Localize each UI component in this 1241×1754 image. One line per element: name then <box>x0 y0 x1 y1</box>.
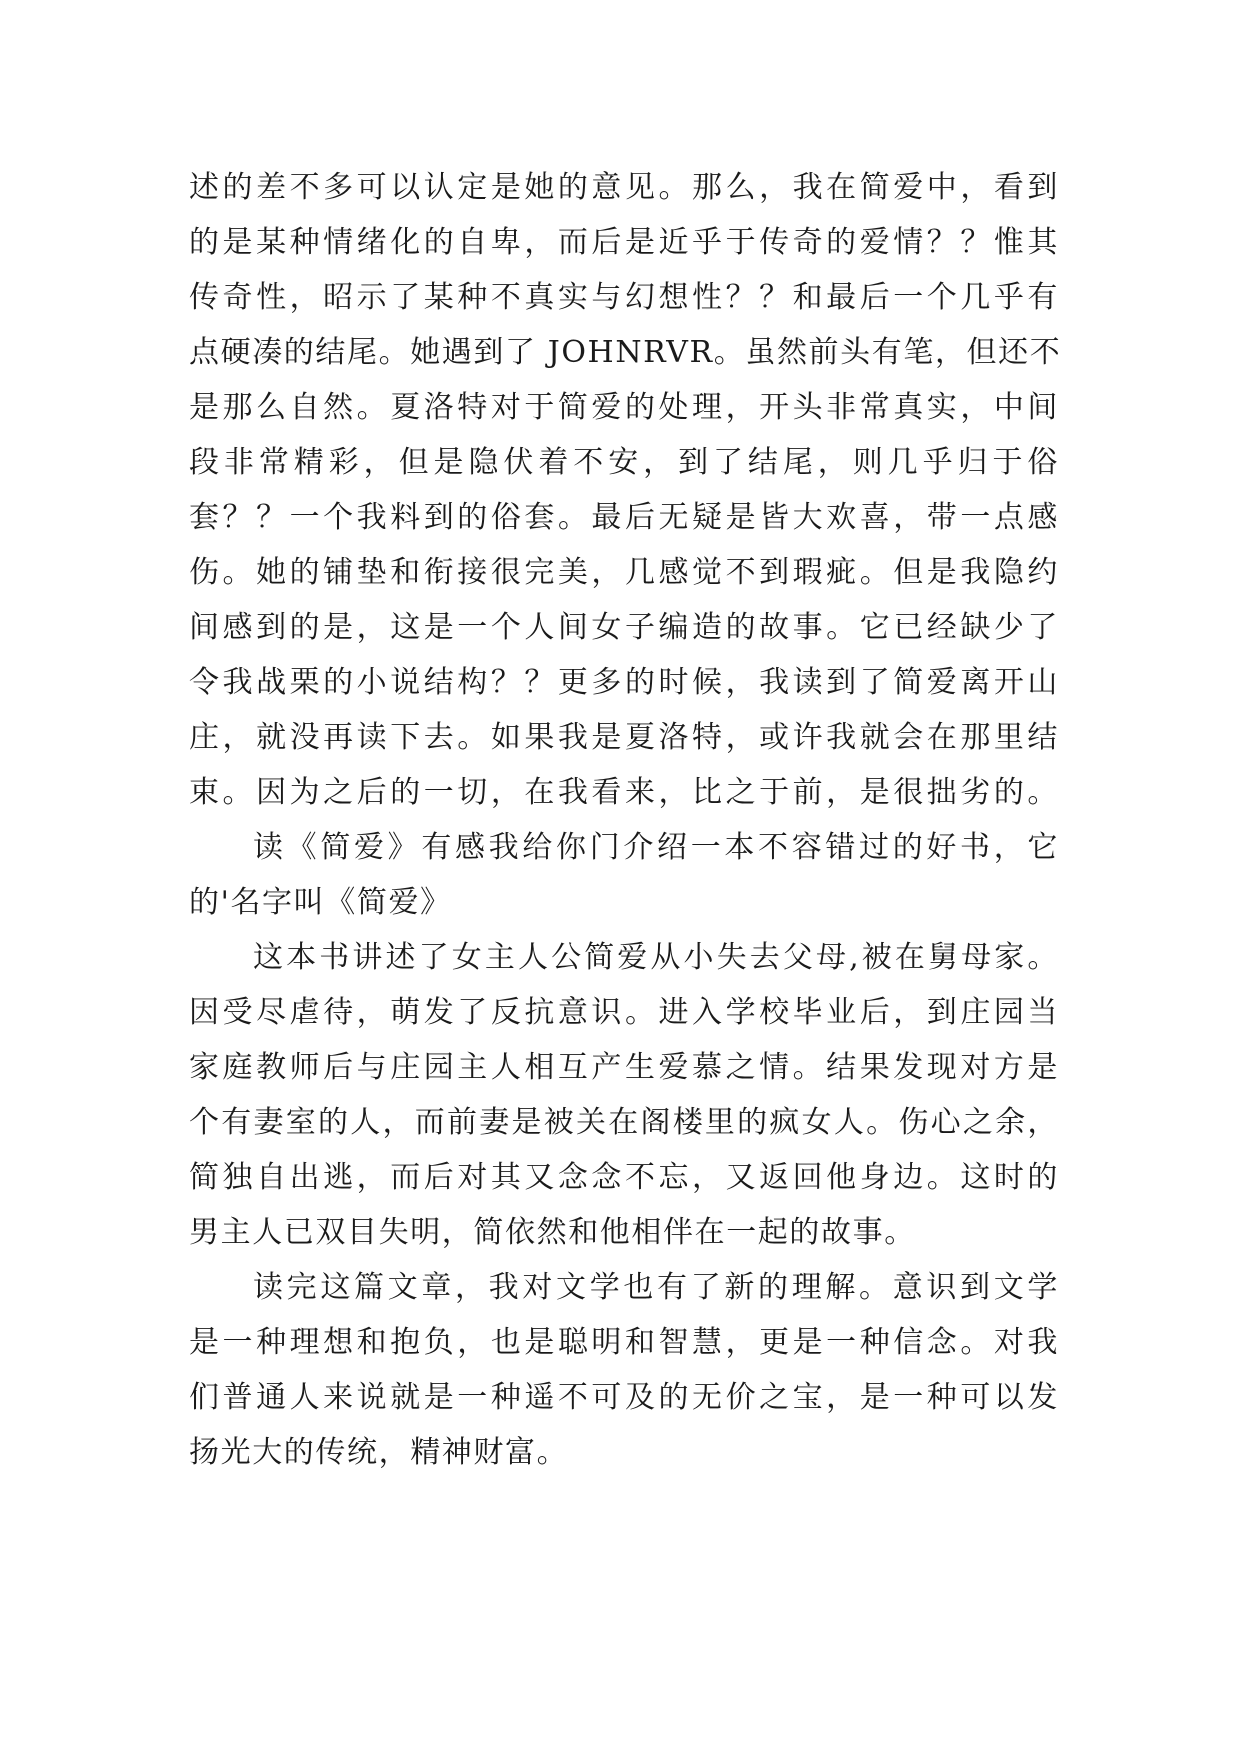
text-line: 是那么自然。夏洛特对于简爱的处理，开头非常真实，中间 <box>189 390 1059 425</box>
text-line: 读完这篇文章，我对文学也有了新的理解。意识到文学 <box>253 1270 1059 1305</box>
body-text <box>189 160 1062 1480</box>
text-line: 述的差不多可以认定是她的意见。那么，我在简爱中，看到 <box>189 170 1059 205</box>
text-line: 家庭教师后与庄园主人相互产生爱慕之情。结果发现对方是 <box>189 1050 1059 1085</box>
text-line: 伤。她的铺垫和衔接很完美，几感觉不到瑕疵。但是我隐约 <box>189 555 1059 590</box>
text-line: 庄，就没再读下去。如果我是夏洛特，或许我就会在那里结 <box>189 720 1059 755</box>
text-line: 传奇性，昭示了某种不真实与幻想性？？和最后一个几乎有 <box>189 280 1059 315</box>
text-line: 扬光大的传统，精神财富。 <box>189 1435 569 1470</box>
text-line: 简独自出逃，而后对其又念念不忘，又返回他身边。这时的 <box>189 1160 1059 1195</box>
text-line: 们普通人来说就是一种遥不可及的无价之宝，是一种可以发 <box>189 1380 1059 1415</box>
text-line: 男主人已双目失明，简依然和他相伴在一起的故事。 <box>189 1215 916 1250</box>
text-line: 这本书讲述了女主人公简爱从小失去父母,被在舅母家。 <box>253 940 1059 975</box>
text-line: 套？？一个我料到的俗套。最后无疑是皆大欢喜，带一点感 <box>189 500 1059 535</box>
text-line: 间感到的是，这是一个人间女子编造的故事。它已经缺少了 <box>189 610 1059 645</box>
text-line: 个有妻室的人，而前妻是被关在阁楼里的疯女人。伤心之余， <box>189 1105 1059 1140</box>
text-line: 点硬凑的结尾。她遇到了 JOHNRVR。虽然前头有笔，但还不 <box>189 335 1062 370</box>
text-line: 的是某种情绪化的自卑，而后是近乎于传奇的爱情？？惟其 <box>189 225 1059 260</box>
text-line: 是一种理想和抱负，也是聪明和智慧，更是一种信念。对我 <box>189 1325 1059 1360</box>
text-line: 读《简爱》有感我给你门介绍一本不容错过的好书，它 <box>253 830 1059 865</box>
text-line: 因受尽虐待，萌发了反抗意识。进入学校毕业后，到庄园当 <box>189 995 1059 1030</box>
text-line: 令我战栗的小说结构？？更多的时候，我读到了简爱离开山 <box>189 665 1059 700</box>
text-line: 的'名字叫《简爱》 <box>189 885 452 920</box>
text-line: 束。因为之后的一切，在我看来，比之于前，是很拙劣的。 <box>189 775 1059 810</box>
text-line: 段非常精彩，但是隐伏着不安，到了结尾，则几乎归于俗 <box>189 445 1059 480</box>
